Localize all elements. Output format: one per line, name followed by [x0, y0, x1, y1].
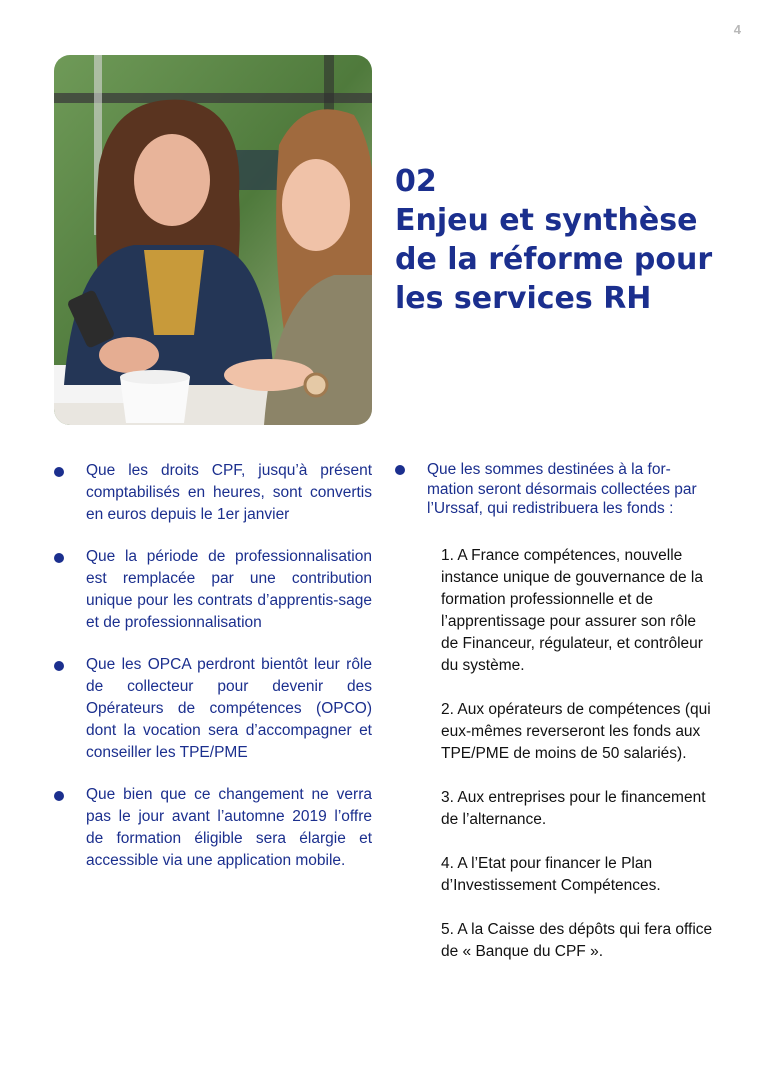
photo-two-women-phone: [54, 55, 372, 425]
fund-item: 4. A l’Etat pour financer le Plan d’Investissement Compétences.: [441, 854, 661, 894]
list-item: [54, 654, 372, 764]
fund-item: 5. A la Caisse des dépôts qui fera office de « Banque du CPF ».: [441, 920, 713, 960]
right-bullet: [395, 460, 715, 519]
photo-illustration: [54, 55, 372, 425]
list-item-text: Que la période de professionnalisation est remplacée par une contribution unique pour les contrats d’apprentis-sage et de professionnalisation: [86, 548, 372, 631]
right-column: [395, 460, 715, 985]
bullet-dot-icon: [54, 467, 64, 477]
fund-item: 2. Aux opérateurs de compétences (qui eux-mêmes reverseront les fonds aux TPE/PME de moins de 50 salariés).: [441, 700, 711, 762]
list-item-text: Que les OPCA perdront bientôt leur rôle de collecteur pour devenir des Opérateurs de compétences (OPCO) dont la vocation sera d’accompagner et conseiller les TPE/PME: [86, 656, 372, 761]
fund-item: 3. Aux entreprises pour le financement de l’alternance.: [441, 788, 706, 828]
right-intro-text: Que les sommes destinées à la for-mation seront désormais collectées par l’Urssaf, qui redistribuera les fonds :: [427, 461, 697, 517]
list-item: [54, 784, 372, 872]
list-item: [54, 460, 372, 526]
bullet-dot-icon: [54, 553, 64, 563]
section-heading: [395, 162, 735, 318]
page-number: 4: [733, 22, 741, 37]
list-item-text: Que bien que ce changement ne verra pas le jour avant l’automne 2019 l’offre de formation éligible sera élargie et accessible via une application mobile.: [86, 786, 372, 869]
left-bullet-list: [54, 460, 372, 892]
bullet-dot-icon: [395, 465, 405, 475]
list-item-text: Que les droits CPF, jusqu’à présent comptabilisés en heures, sont convertis en euros depuis le 1er janvier: [86, 462, 372, 523]
list-item: [54, 546, 372, 634]
bullet-dot-icon: [54, 791, 64, 801]
fund-recipient-list: [441, 545, 715, 963]
section-title: Enjeu et synthèse de la réforme pour les services RH: [395, 203, 713, 316]
fund-item: 1. A France compétences, nouvelle instance unique de gouvernance de la formation professionnelle et de l’apprentissage pour assurer son rôle de Financeur, régulateur, et contrôleur du système.: [441, 546, 703, 674]
bullet-dot-icon: [54, 661, 64, 671]
section-number: 02: [395, 164, 437, 199]
